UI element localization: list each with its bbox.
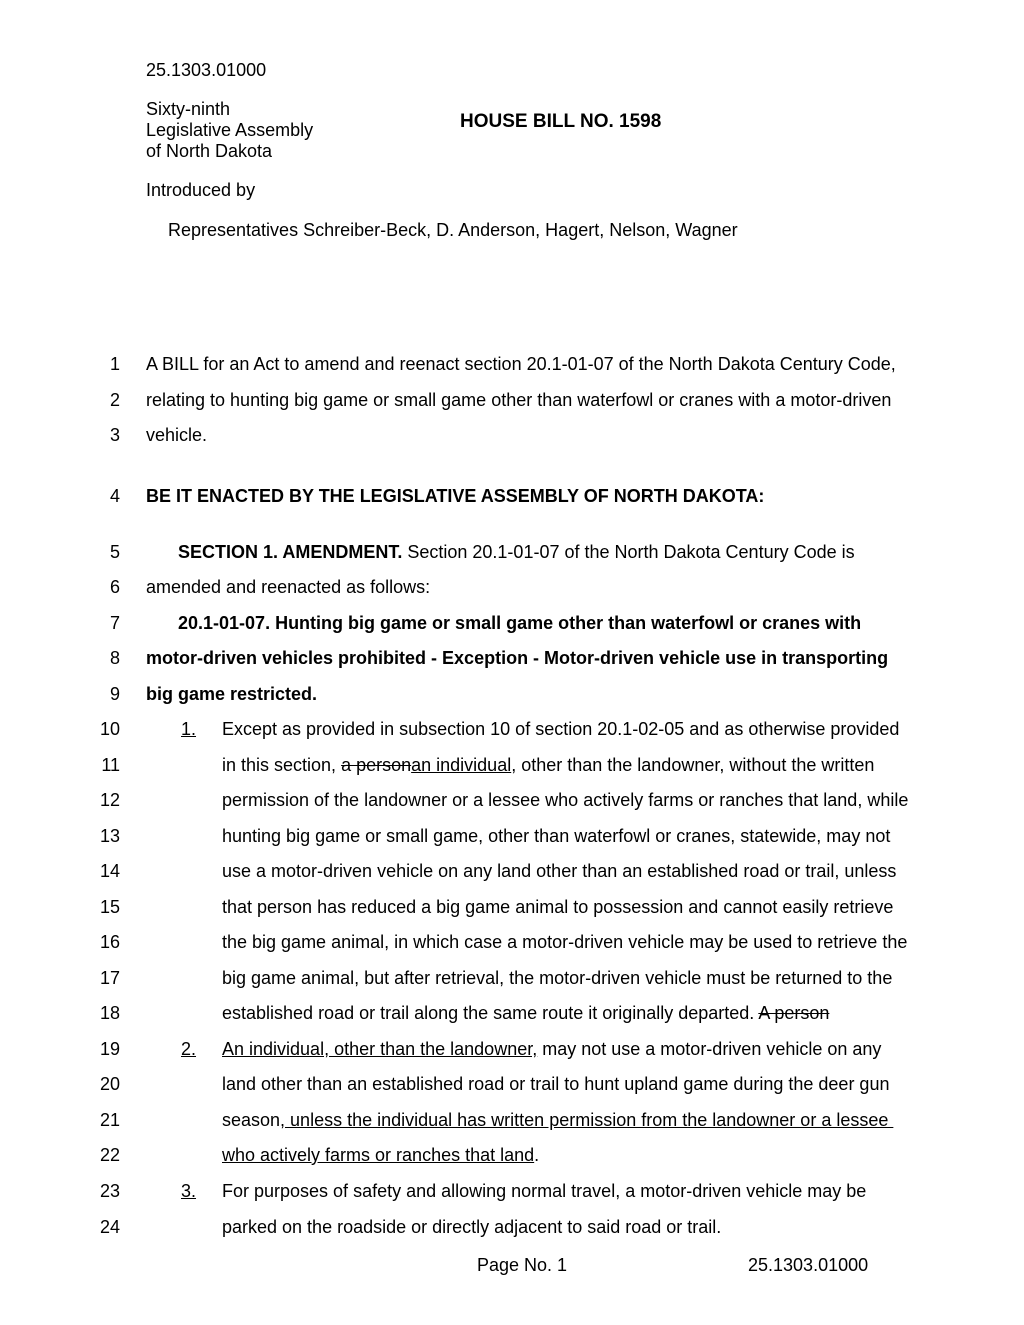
enacting-clause: BE IT ENACTED BY THE LEGISLATIVE ASSEMBLY OF NORTH DAKOTA: — [146, 486, 765, 506]
line-number: 9 — [109, 684, 120, 704]
body-line-11 — [222, 754, 874, 776]
line-number: 16 — [99, 932, 120, 952]
code-section-title-line-3: big game restricted. — [146, 684, 318, 704]
line-number: 10 — [99, 719, 120, 739]
body-line-21 — [222, 1109, 893, 1131]
line-number: 2 — [109, 390, 120, 410]
struck-text: A person — [758, 1003, 830, 1023]
line-number: 18 — [99, 1003, 120, 1023]
line-number: 20 — [99, 1074, 120, 1094]
bill-title-text-line-2: relating to hunting big game or small game other than waterfowl or cranes with a motor-driven — [146, 390, 892, 410]
inserted-text: who actively farms or ranches that land — [222, 1145, 535, 1165]
line-number: 5 — [109, 542, 120, 562]
bill-title-text-line-3: vehicle. — [146, 425, 208, 445]
line-number: 14 — [99, 861, 120, 881]
line-number: 8 — [109, 648, 120, 668]
bill-title-text-line-1: A BILL for an Act to amend and reenact section 20.1-01-07 of the North Dakota Century Code, — [146, 354, 896, 374]
code-section-title-line-2: motor-driven vehicles prohibited - Exception - Motor-driven vehicle use in transporting — [146, 648, 889, 668]
text-run: season — [222, 1110, 281, 1130]
body-line-16: the big game animal, in which case a motor-driven vehicle may be used to retrieve the — [222, 932, 908, 952]
body-line-17: big game animal, but after retrieval, the motor-driven vehicle must be returned to the — [222, 968, 893, 988]
sponsors: Representatives Schreiber-Beck, D. Anderson, Hagert, Nelson, Wagner — [168, 220, 738, 240]
assembly-line-3: of North Dakota — [146, 141, 273, 161]
assembly-block — [146, 99, 313, 162]
text-run: , other than the landowner, without the written — [511, 755, 875, 775]
line-number: 15 — [99, 897, 120, 917]
line-number: 12 — [99, 790, 120, 810]
code-section-title-line-1: 20.1-01-07. Hunting big game or small game other than waterfowl or cranes with — [178, 613, 862, 633]
bill-title: HOUSE BILL NO. 1598 — [460, 111, 662, 132]
line-number: 11 — [101, 755, 120, 775]
line-number: 17 — [99, 968, 120, 988]
introduced-label: Introduced by — [146, 180, 256, 200]
page-number: Page No. 1 — [477, 1255, 568, 1275]
line-number: 22 — [99, 1145, 120, 1165]
line-number: 3 — [109, 425, 120, 445]
subsection-number-3: 3. — [181, 1181, 197, 1201]
body-line-13: hunting big game or small game, other than waterfowl or cranes, statewide, may not — [222, 826, 891, 846]
line-number: 7 — [109, 613, 120, 633]
inserted-text: An individual, other than the landowner, — [222, 1039, 538, 1059]
body-line-10: Except as provided in subsection 10 of section 20.1-02-05 and as otherwise provided — [222, 719, 900, 739]
section-heading-line — [178, 541, 855, 563]
body-line-14: use a motor-driven vehicle on any land other than an established road or trail, unless — [222, 861, 897, 881]
bill-code-footer: 25.1303.01000 — [748, 1255, 869, 1275]
inserted-text: , unless the individual has written permission from the landowner or a lessee — [280, 1110, 894, 1130]
body-line-20: land other than an established road or trail to hunt upland game during the deer gun — [222, 1074, 890, 1094]
body-line-19 — [222, 1038, 881, 1060]
line-number: 23 — [99, 1181, 120, 1201]
section-heading-rest: Section 20.1-01-07 of the North Dakota Century Code is — [402, 542, 855, 562]
body-line-23: For purposes of safety and allowing normal travel, a motor-driven vehicle may be — [222, 1181, 867, 1201]
section-intro-line: amended and reenacted as follows: — [146, 577, 431, 597]
assembly-line-1: Sixty-ninth — [146, 99, 231, 119]
line-number: 1 — [109, 354, 120, 374]
line-number: 13 — [99, 826, 120, 846]
text-run: established road or trail along the same route it originally departed. — [222, 1003, 759, 1023]
body-line-22 — [222, 1144, 539, 1166]
body-line-24: parked on the roadside or directly adjacent to said road or trail. — [222, 1217, 722, 1237]
body-line-12: permission of the landowner or a lessee who actively farms or ranches that land, while — [222, 790, 909, 810]
line-number: 24 — [99, 1217, 120, 1237]
inserted-text: an individual — [411, 755, 512, 775]
line-number: 4 — [109, 486, 120, 506]
text-run: in this section, — [222, 755, 342, 775]
bill-code-header: 25.1303.01000 — [146, 60, 267, 80]
line-number: 6 — [109, 577, 120, 597]
subsection-number-2: 2. — [181, 1039, 197, 1059]
subsection-number-1: 1. — [181, 719, 197, 739]
line-number: 21 — [99, 1110, 120, 1130]
body-line-18 — [222, 1002, 829, 1024]
assembly-line-2: Legislative Assembly — [146, 120, 314, 140]
text-run: . — [534, 1145, 540, 1165]
section-heading: SECTION 1. AMENDMENT. — [178, 542, 403, 562]
body-line-15: that person has reduced a big game animal to possession and cannot easily retrieve — [222, 897, 894, 917]
text-run: may not use a motor-driven vehicle on any — [537, 1039, 882, 1059]
line-number: 19 — [99, 1039, 120, 1059]
struck-text: a person — [341, 755, 412, 775]
